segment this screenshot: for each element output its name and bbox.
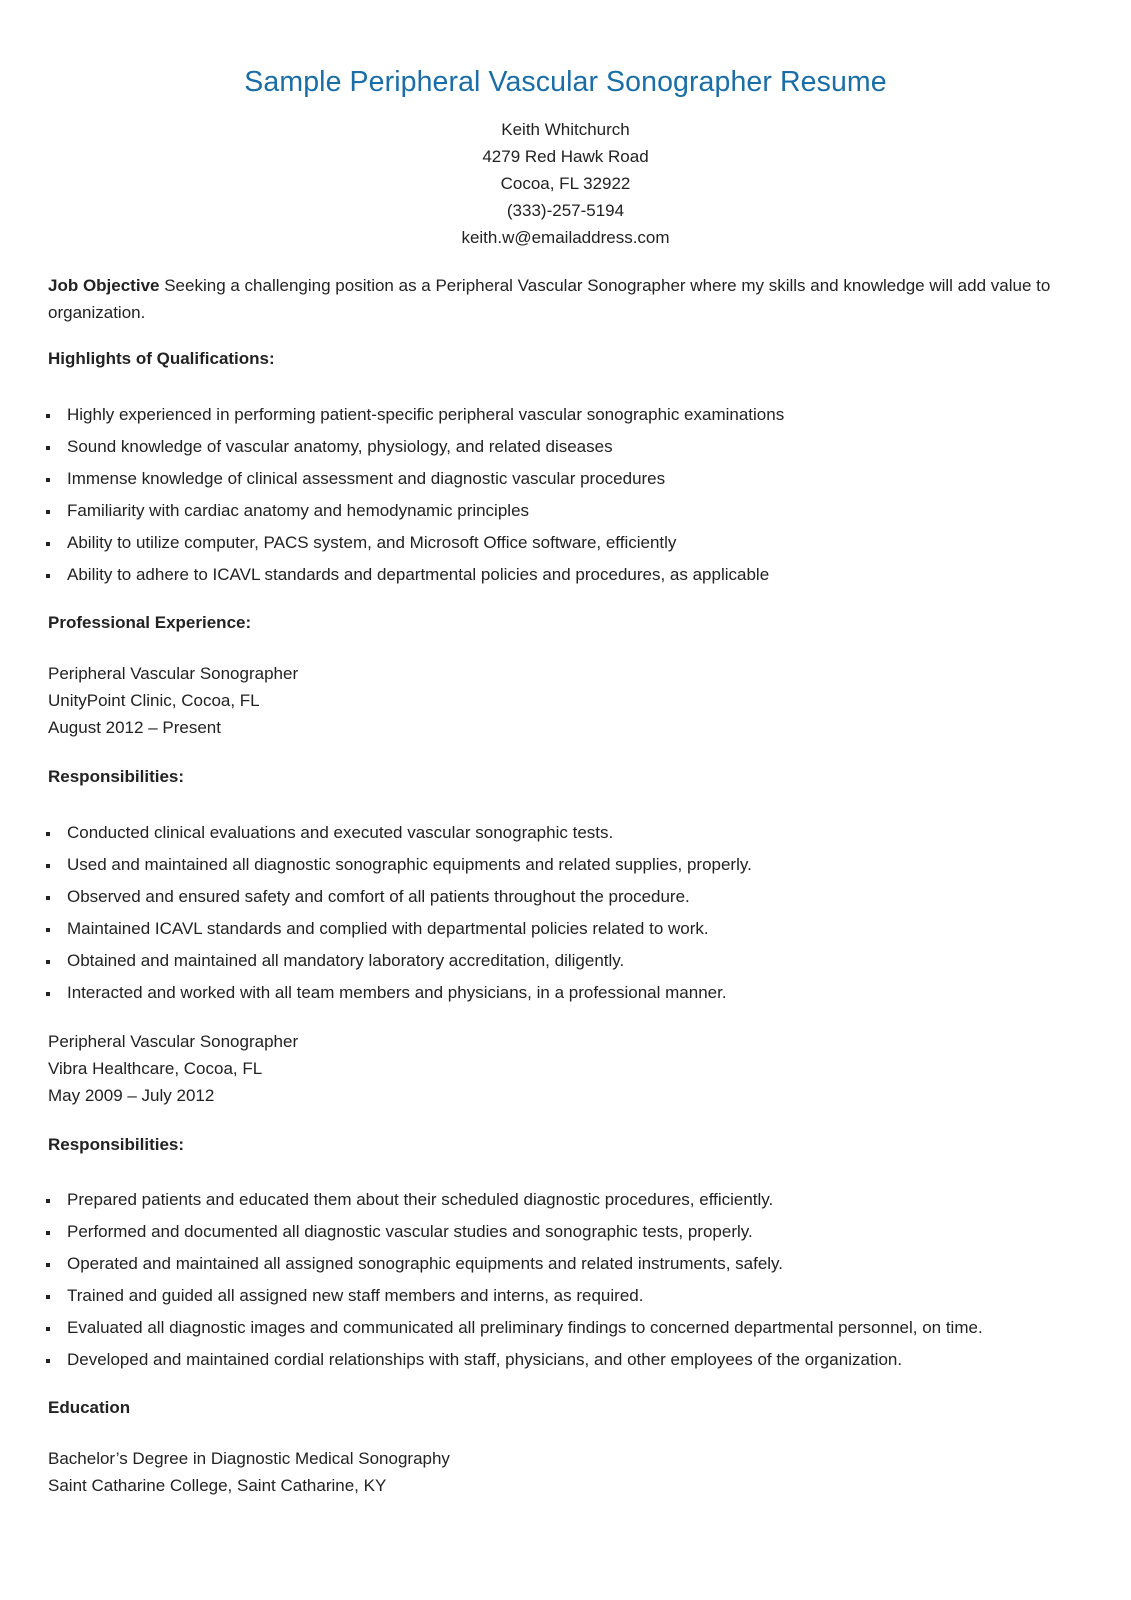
list-item: Used and maintained all diagnostic sonographic equipments and related supplies, properly. [48, 855, 1108, 887]
contact-phone: (333)-257-5194 [506, 201, 625, 220]
job-1-info [48, 660, 298, 741]
list-item: Maintained ICAVL standards and complied with departmental policies related to work. [48, 919, 1108, 951]
education-degree: Bachelor’s Degree in Diagnostic Medical Sonography [48, 1449, 450, 1468]
job-company: Vibra Healthcare, Cocoa, FL [48, 1059, 263, 1078]
education-school: Saint Catharine College, Saint Catharine, KY [48, 1476, 387, 1495]
job-dates: August 2012 – Present [48, 718, 221, 737]
list-item: Conducted clinical evaluations and executed vascular sonographic tests. [48, 823, 1108, 855]
list-item: Highly experienced in performing patient-specific peripheral vascular sonographic examinations [48, 405, 1108, 437]
list-item: Developed and maintained cordial relationships with staff, physicians, and other employees of the organization. [48, 1350, 1108, 1382]
list-item: Ability to adhere to ICAVL standards and departmental policies and procedures, as applicable [48, 565, 1108, 597]
job-company: UnityPoint Clinic, Cocoa, FL [48, 691, 260, 710]
contact-city: Cocoa, FL 32922 [500, 174, 631, 193]
list-item: Ability to utilize computer, PACS system, and Microsoft Office software, efficiently [48, 533, 1108, 565]
contact-name: Keith Whitchurch [501, 120, 630, 139]
experience-heading: Professional Experience: [48, 613, 252, 632]
highlights-list [48, 405, 1108, 597]
job-1-responsibilities [48, 823, 1108, 1015]
list-item: Immense knowledge of clinical assessment and diagnostic vascular procedures [48, 469, 1108, 501]
list-item: Observed and ensured safety and comfort of all patients throughout the procedure. [48, 887, 1108, 919]
job-objective [48, 272, 1088, 326]
responsibilities-heading: Responsibilities: [48, 767, 185, 786]
job-title: Peripheral Vascular Sonographer [48, 664, 299, 683]
job-2-info [48, 1028, 298, 1109]
job-title: Peripheral Vascular Sonographer [48, 1032, 299, 1051]
education-info [48, 1445, 450, 1499]
list-item: Obtained and maintained all mandatory laboratory accreditation, diligently. [48, 951, 1108, 983]
objective-text: Seeking a challenging position as a Peripheral Vascular Sonographer where my skills and knowledge will add value to organization. [48, 276, 1051, 322]
contact-email: keith.w@emailaddress.com [461, 228, 670, 247]
list-item: Trained and guided all assigned new staff members and interns, as required. [48, 1286, 1108, 1318]
education-heading: Education [48, 1398, 131, 1417]
list-item: Operated and maintained all assigned sonographic equipments and related instruments, safely. [48, 1254, 1108, 1286]
contact-block [0, 116, 1131, 251]
contact-address: 4279 Red Hawk Road [482, 147, 649, 166]
highlights-heading: Highlights of Qualifications: [48, 349, 275, 368]
job-2-responsibilities [48, 1190, 1108, 1382]
page-title: Sample Peripheral Vascular Sonographer Resume [244, 66, 887, 98]
list-item: Performed and documented all diagnostic vascular studies and sonographic tests, properly. [48, 1222, 1108, 1254]
responsibilities-heading: Responsibilities: [48, 1135, 185, 1154]
list-item: Evaluated all diagnostic images and communicated all preliminary findings to concerned departmental personnel, on time. [48, 1318, 1108, 1350]
list-item: Prepared patients and educated them about their scheduled diagnostic procedures, efficiently. [48, 1190, 1108, 1222]
job-dates: May 2009 – July 2012 [48, 1086, 215, 1105]
objective-label: Job Objective [48, 276, 160, 295]
list-item: Interacted and worked with all team members and physicians, in a professional manner. [48, 983, 1108, 1015]
list-item: Familiarity with cardiac anatomy and hemodynamic principles [48, 501, 1108, 533]
list-item: Sound knowledge of vascular anatomy, physiology, and related diseases [48, 437, 1108, 469]
